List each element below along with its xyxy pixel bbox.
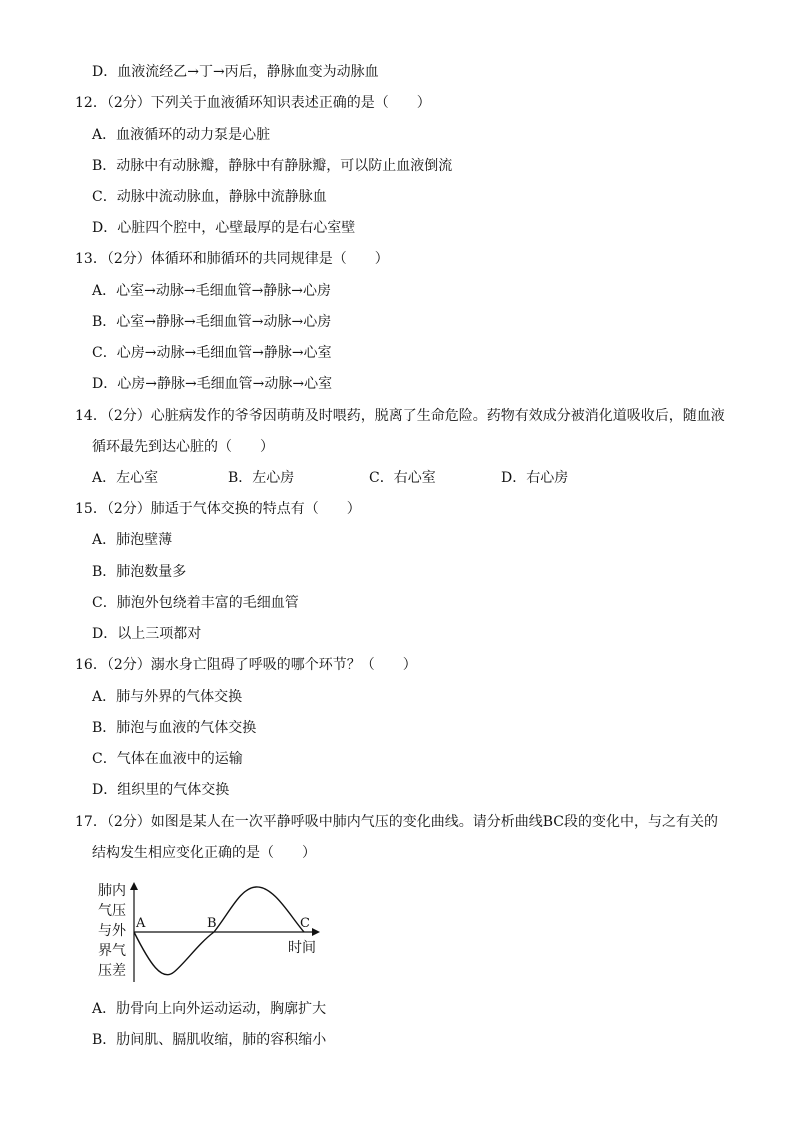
point-b-label: B (207, 916, 217, 931)
q16-option-b: B．肺泡与血液的气体交换 (92, 720, 257, 736)
q13-option-d: D．心房→静脉→毛细血管→动脉→心室 (92, 376, 333, 392)
q15-stem: 15．（2分）肺适于气体交换的特点有（ ） (75, 501, 361, 517)
q15-option-b: B．肺泡数量多 (92, 564, 187, 580)
q16-option-d: D．组织里的气体交换 (92, 782, 230, 798)
q14-option-a: A．左心室 (92, 470, 159, 486)
point-c-label: C (300, 916, 310, 931)
q17-stem-cont: 结构发生相应变化正确的是（ ） (92, 845, 316, 861)
y-axis-label-line-4: 界气 (98, 943, 126, 959)
q16-stem: 16．（2分）溺水身亡阻碍了呼吸的哪个环节？（ ） (75, 657, 417, 673)
q12-option-c: C．动脉中流动脉血，静脉中流静脉血 (92, 189, 327, 205)
q14-option-d: D．右心房 (501, 470, 569, 486)
pressure-curve-figure (92, 878, 324, 982)
q15-option-a: A．肺泡壁薄 (92, 532, 173, 548)
q11-option-d: D．血液流经乙→丁→丙后，静脉血变为动脉血 (92, 64, 379, 80)
q16-option-c: C．气体在血液中的运输 (92, 751, 243, 767)
q12-stem: 12．（2分）下列关于血液循环知识表述正确的是（ ） (75, 95, 431, 111)
q14-option-b: B．左心房 (228, 470, 295, 486)
y-axis-label-line-3: 与外 (98, 923, 126, 939)
q14-options-row (92, 469, 712, 487)
q12-option-a: A．血液循环的动力泵是心脏 (92, 127, 271, 143)
q15-option-d: D．以上三项都对 (92, 626, 202, 642)
point-a-label: A (136, 916, 146, 931)
q17-stem: 17．（2分）如图是某人在一次平静呼吸中肺内气压的变化曲线。请分析曲线BC段的变化中，与之有关的 (75, 814, 718, 830)
q16-option-a: A．肺与外界的气体交换 (92, 689, 243, 705)
q17-option-a: A．肋骨向上向外运动运动，胸廓扩大 (92, 1001, 327, 1017)
y-axis-label-line-2: 气压 (98, 903, 126, 919)
q13-stem: 13．（2分）体循环和肺循环的共同规律是（ ） (75, 251, 389, 267)
q14-stem-cont: 循环最先到达心脏的（ ） (92, 439, 274, 455)
q13-option-b: B．心室→静脉→毛细血管→动脉→心房 (92, 314, 332, 330)
y-axis-label-line-1: 肺内 (98, 883, 126, 899)
pressure-curve (134, 887, 304, 975)
q14-stem: 14．（2分）心脏病发作的爷爷因萌萌及时喂药，脱离了生命危险。药物有效成分被消化道吸收后，随血液 (75, 408, 725, 424)
q15-option-c: C．肺泡外包绕着丰富的毛细血管 (92, 595, 299, 611)
q12-option-d: D．心脏四个腔中，心壁最厚的是右心室壁 (92, 220, 356, 236)
q13-option-c: C．心房→动脉→毛细血管→静脉→心室 (92, 345, 332, 361)
q12-option-b: B．动脉中有动脉瓣，静脉中有静脉瓣，可以防止血液倒流 (92, 158, 453, 174)
q13-option-a: A．心室→动脉→毛细血管→静脉→心房 (92, 283, 332, 299)
q14-option-c: C．右心室 (369, 470, 436, 486)
x-axis-label: 时间 (288, 940, 316, 956)
y-axis-label-line-5: 压差 (98, 963, 126, 979)
q17-option-b: B．肋间肌、膈肌收缩，肺的容积缩小 (92, 1032, 327, 1048)
